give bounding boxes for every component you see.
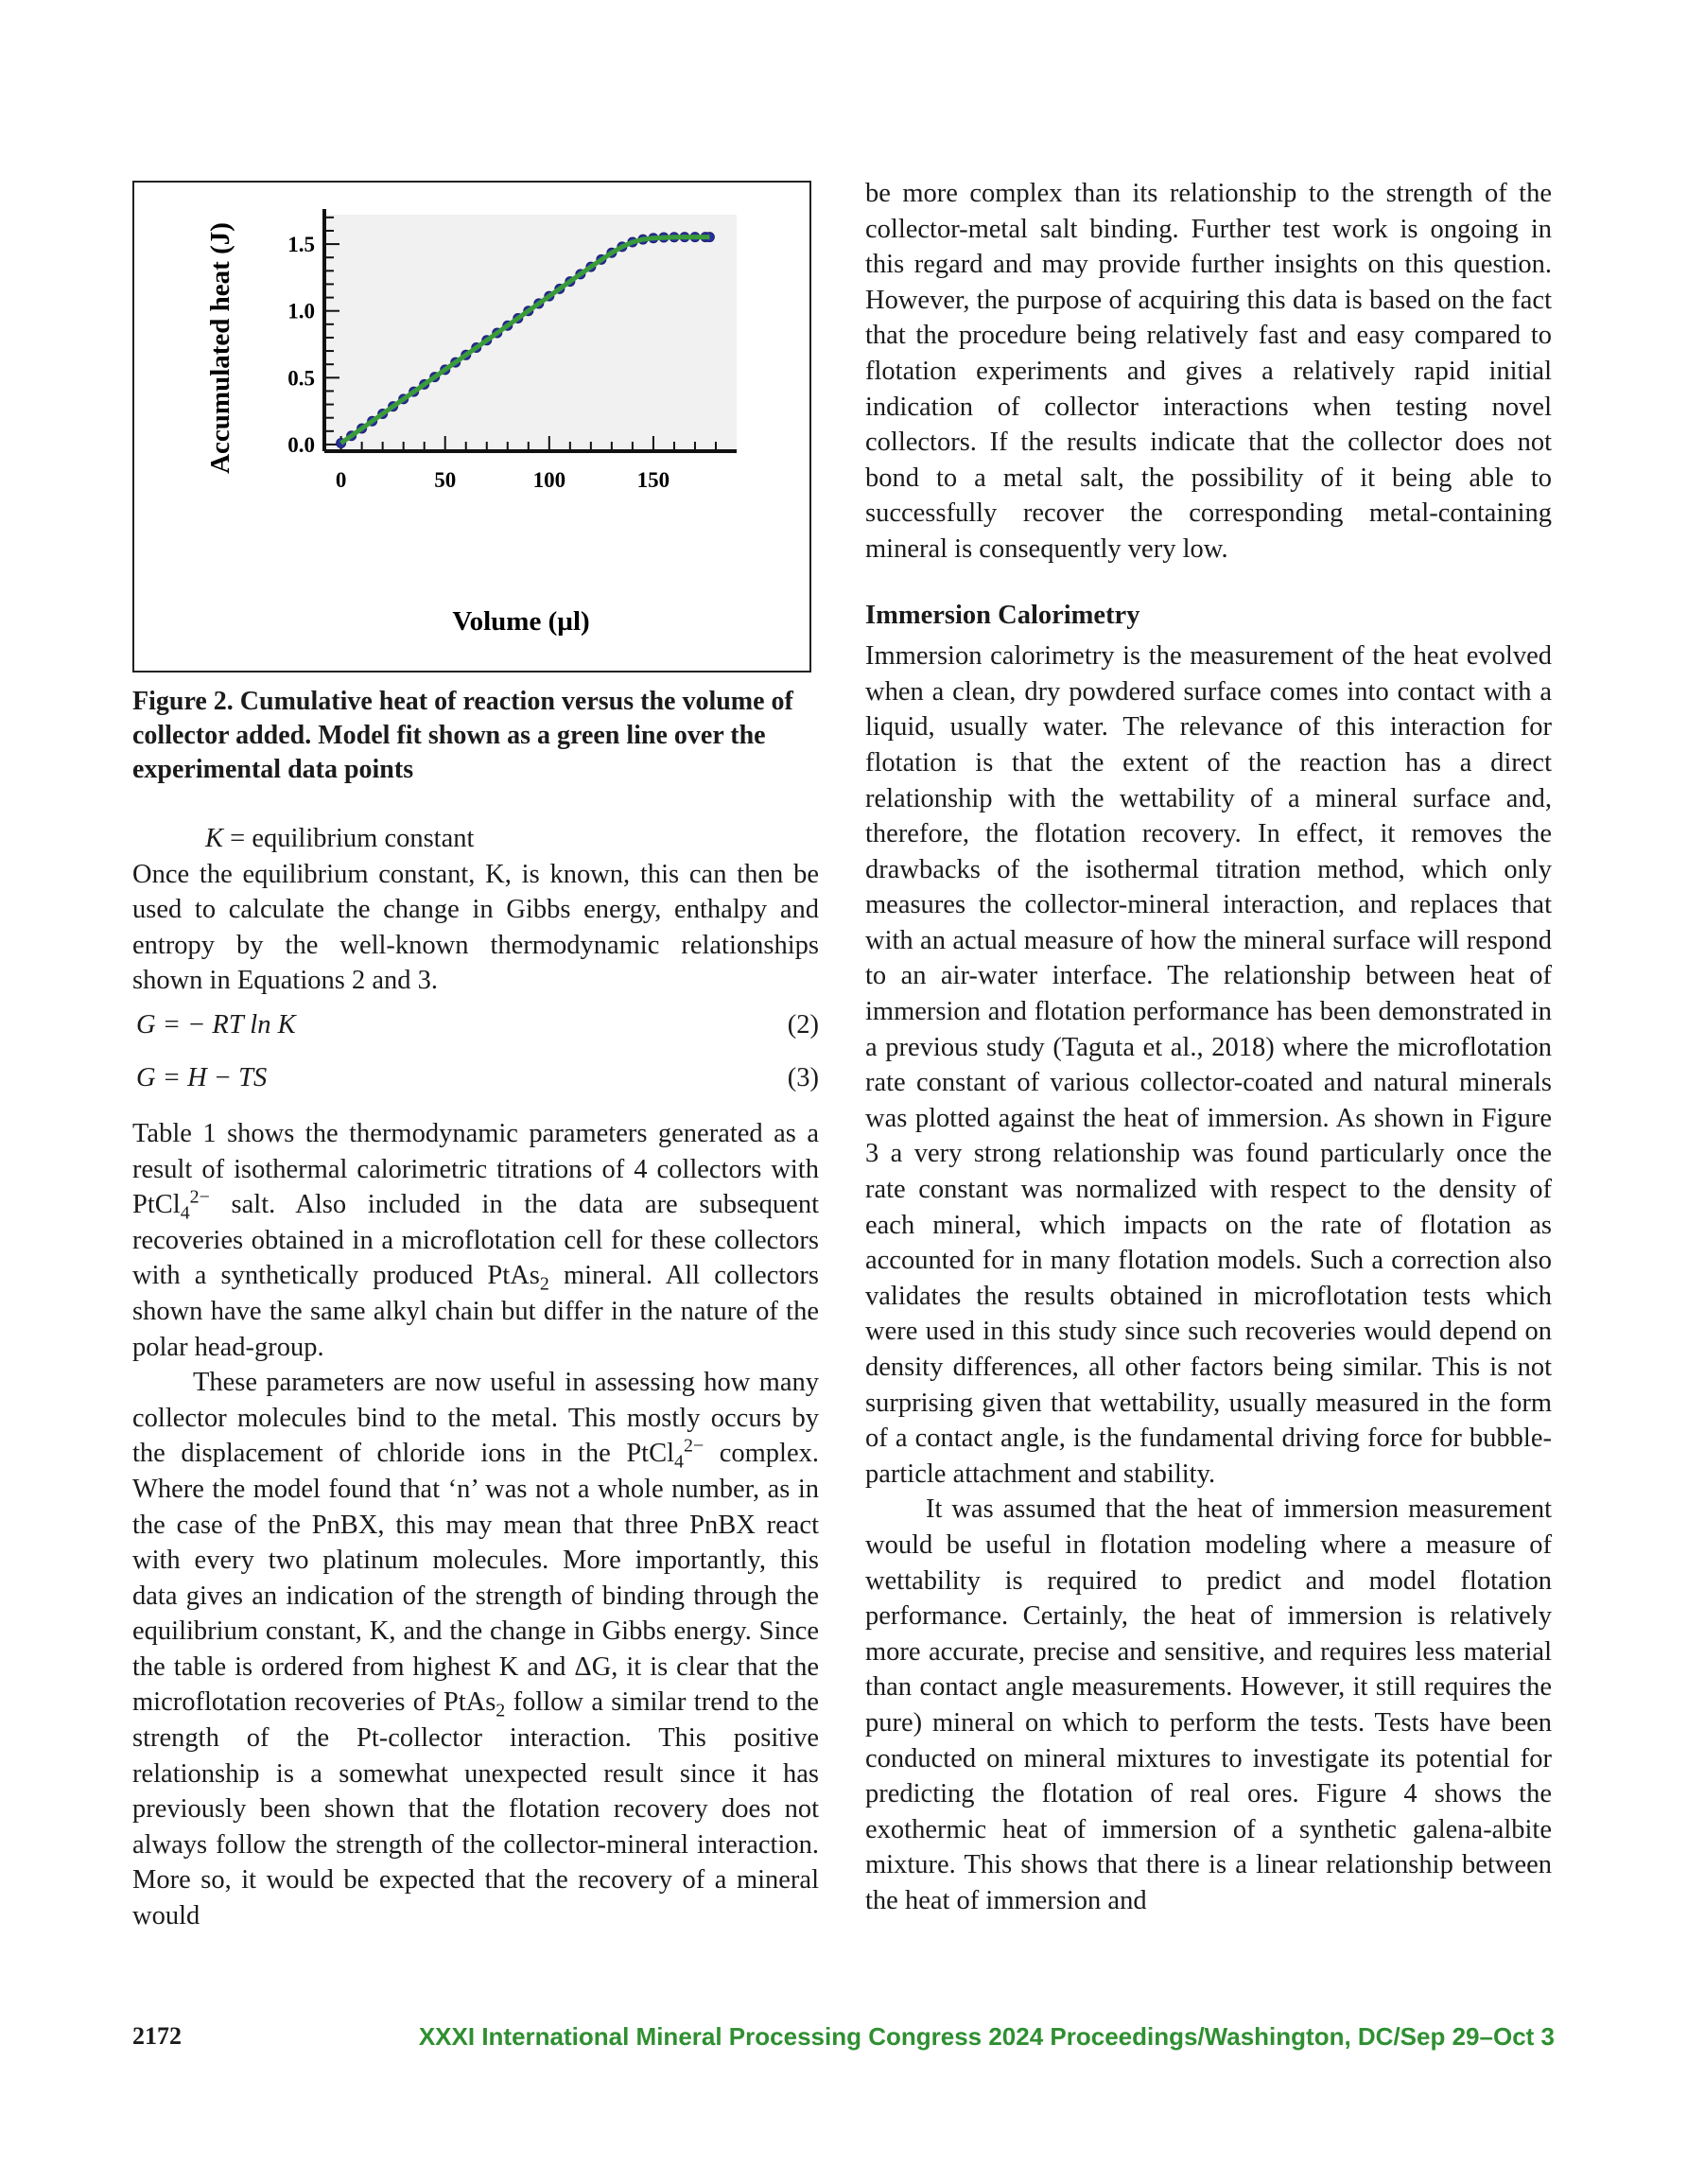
equation-number: (2) bbox=[787, 1010, 819, 1040]
paragraph: be more complex than its relationship to the strength of the collector-metal salt binding. Further test work is ongoing in this regard and may provide further insights on this question. However, the purpose of acquiring this data is based on the fact that the procedure being relatively fast and easy compared to flotation experiments and gives a relatively rapid initial indication of collector interactions when testing novel collectors. If the results indicate that the collector does not bond to a metal salt, the possibility of it being able to successfully recover the corresponding metal-containing mineral is consequently very low. bbox=[865, 179, 1552, 564]
section-heading: Immersion Calorimetry bbox=[865, 600, 1140, 630]
text-run: Table 1 shows the thermodynamic parameters generated as a result of isothermal calorimetric titrations of 4 collectors with PtCl bbox=[132, 1118, 819, 1220]
text-run: salt. Also included in the data are subsequent recoveries obtained in a microflotation cell for these collectors with a synthetically produced PtAs bbox=[132, 1190, 819, 1291]
definition-k bbox=[132, 821, 819, 857]
equation-number: (3) bbox=[787, 1063, 819, 1093]
y-tick-label: 0.5 bbox=[287, 366, 315, 391]
def-symbol: K bbox=[205, 824, 224, 853]
subscript: 2 bbox=[539, 1274, 549, 1296]
def-text: = equilibrium constant bbox=[223, 824, 475, 853]
paragraph: Immersion calorimetry is the measurement of the heat evolved when a clean, dry powdered surface comes into contact with a liquid, usually water. The relevance of this interaction for flotation is that the extent of the reaction has a direct relationship with the wettability of a mineral surface and, therefore, the flotation recovery. In effect, it removes the drawbacks of the isothermal titration method, which only measures the collector-mineral interaction, and replaces that with an actual measure of how the mineral surface will respond to an air-water interface. The relationship between heat of immersion and flotation performance has been demonstrated in a previous study (Taguta et al., 2018) where the microflotation rate constant of various collector-coated and natural minerals was plotted against the heat of immersion. As shown in Figure 3 a very strong relationship was found particularly once the rate constant was normalized with respect to the density of each mineral, which impacts on the rate of flotation as accounted for in many flotation models. Such a correction also validates the results obtained in microflotation tests which were used in this study since such recoveries would depend on density differences, all other factors being similar. This is not surprising given that wettability, usually measured in the form of a contact angle, is the fundamental driving force for bubble-particle attachment and stability. bbox=[865, 641, 1552, 1489]
y-tick-label: 0.0 bbox=[287, 432, 315, 457]
figure-caption: Figure 2. Cumulative heat of reaction versus the volume of collector added. Model fit shown as a green line over the experimental data points bbox=[132, 687, 793, 784]
subscript: 2 bbox=[496, 1701, 506, 1722]
x-tick-label: 0 bbox=[335, 468, 347, 492]
x-tick-label: 100 bbox=[532, 468, 566, 492]
x-tick-label: 50 bbox=[434, 468, 457, 492]
x-tick-label: 150 bbox=[636, 468, 670, 492]
page-number: 2172 bbox=[132, 2022, 182, 2050]
subscript: 4 bbox=[674, 1452, 684, 1473]
heat-chart bbox=[134, 183, 809, 671]
equation-text: G = − RT ln K bbox=[136, 1010, 296, 1040]
superscript: 2− bbox=[684, 1435, 704, 1457]
y-axis-label: Accumulated heat (J) bbox=[205, 222, 235, 474]
right-column bbox=[865, 176, 1552, 1919]
paragraph bbox=[132, 1116, 819, 1365]
conference-title: XXXI International Mineral Processing Congress 2024 Proceedings/Washington, DC/Sep 29–Oct 3 bbox=[418, 2022, 1555, 2051]
page-footer bbox=[132, 2022, 1555, 2052]
equation-text: G = H − TS bbox=[136, 1063, 268, 1093]
subscript: 4 bbox=[180, 1202, 190, 1224]
left-column bbox=[132, 821, 819, 1934]
text-run: These parameters are now useful in assessing how many collector molecules bind to the metal. This mostly occurs by the displacement of chloride ions in the PtCl bbox=[132, 1368, 819, 1469]
paragraph: It was assumed that the heat of immersion measurement would be useful in flotation modeling where a measure of wettability is required to predict and model flotation performance. Certainly, the heat of immersion is relatively more accurate, precise and sensitive, and requires less material than contact angle measurements. However, it still requires the pure) mineral on which to perform the tests. Tests have been conducted on mineral mixtures to investigate its potential for predicting the flotation of real ores. Figure 4 shows the exothermic heat of immersion of a synthetic galena-albite mixture. This shows that there is a linear relationship between the heat of immersion and bbox=[865, 1494, 1552, 1915]
text-run: complex. Where the model found that ‘n’ was not a whole number, as in the case of the PnBX, this may mean that three PnBX react with every two platinum molecules. More importantly, this data gives an indication of the strength of binding through the equilibrium constant, K, and the change in Gibbs energy. Since the table is ordered from highest K and ΔG, it is clear that the microflotation recoveries of PtAs bbox=[132, 1439, 819, 1718]
y-tick-label: 1.5 bbox=[287, 233, 315, 257]
text-run: mineral. All collectors shown have the same alkyl chain but differ in the nature of the polar head-group. bbox=[132, 1261, 819, 1362]
x-axis-label: Volume (µl) bbox=[452, 606, 590, 637]
y-tick-label: 1.0 bbox=[287, 299, 315, 323]
paragraph bbox=[132, 1365, 819, 1934]
superscript: 2− bbox=[189, 1186, 210, 1208]
figure-2 bbox=[132, 181, 811, 673]
equation-2 bbox=[132, 999, 819, 1052]
equation-3 bbox=[132, 1052, 819, 1105]
paragraph: Once the equilibrium constant, K, is known, this can then be used to calculate the change in Gibbs energy, enthalpy and entropy by the well-known thermodynamic relationships shown in Equations 2 and 3. bbox=[132, 859, 819, 996]
text-run: follow a similar trend to the strength of the Pt-collector interaction. This positive relationship is a somewhat unexpected result since it has previously been shown that the flotation recovery does not always follow the strength of the collector-mineral interaction. More so, it would be expected that the recovery of a mineral would bbox=[132, 1687, 819, 1931]
